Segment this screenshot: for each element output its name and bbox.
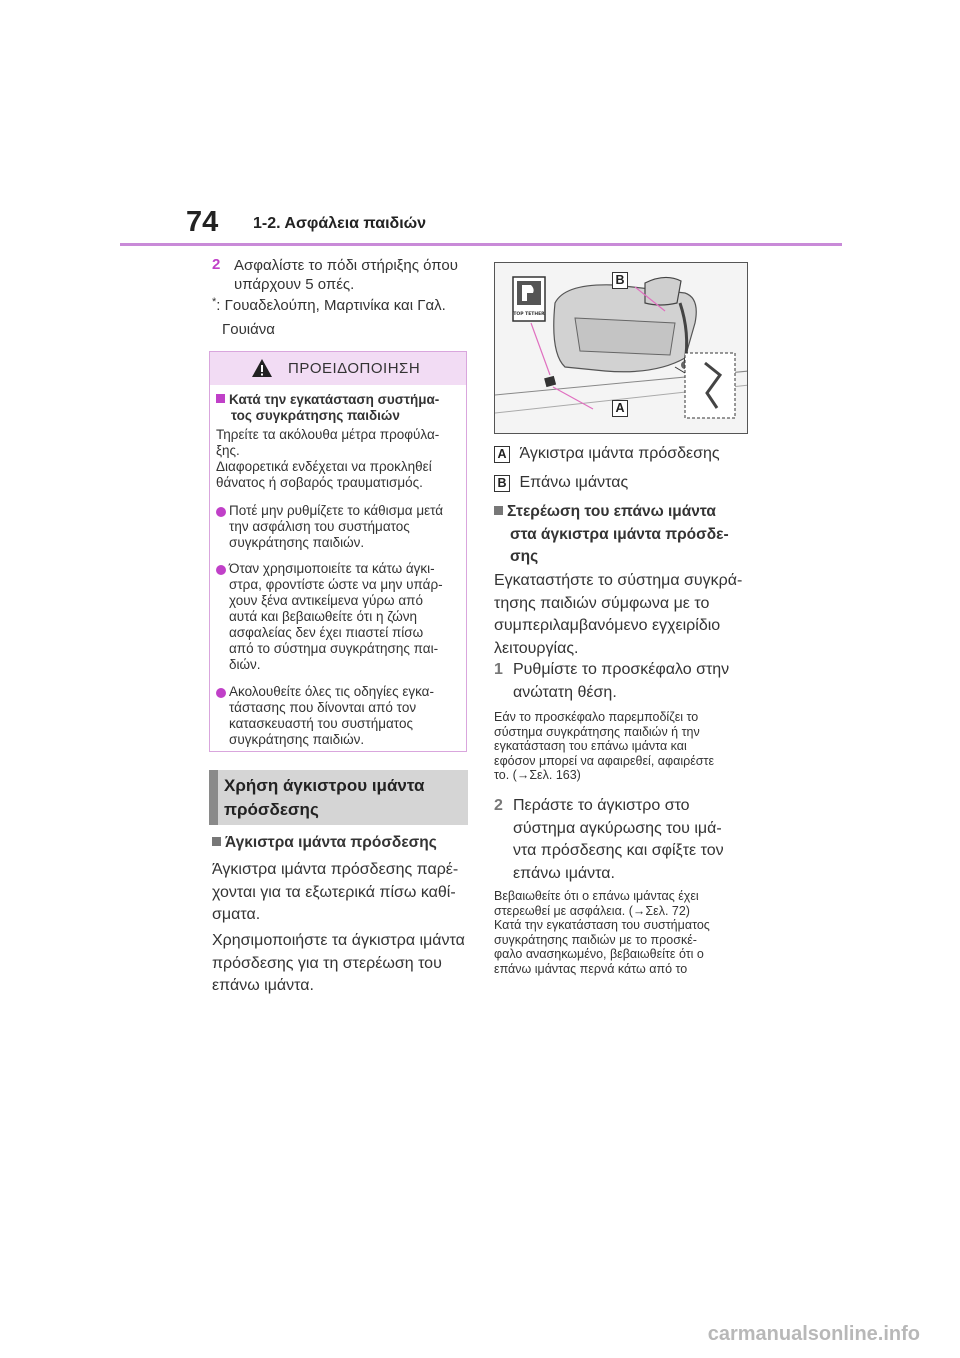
text-line: τος συγκράτησης παιδιών — [231, 408, 400, 423]
text-line: Στερέωση του επάνω ιμάντα — [507, 503, 716, 520]
text-line: Εγκαταστήστε το σύστημα συγκρά- — [494, 572, 743, 589]
step-number: 2 — [212, 256, 221, 273]
section-band-accent — [209, 770, 218, 825]
text-line: σματα. — [212, 906, 261, 923]
text-line: εφόσον μπορεί να αφαιρεθεί, αφαιρέστε — [494, 753, 715, 768]
text-line: διών. — [229, 657, 261, 672]
text-line: φαλο ανασηκωμένο, βεβαιωθείτε ότι ο — [494, 947, 704, 961]
text-line: ασφαλείας δεν έχει πιαστεί πίσω — [229, 625, 424, 640]
text-line: Χρήση άγκιστρου ιμάντα — [224, 776, 425, 795]
text-line: εγκατάσταση του επάνω ιμάντα και — [494, 739, 687, 753]
figure-label-a: A — [612, 400, 628, 417]
top-tether-badge-label: TOP TETHER — [513, 312, 545, 317]
legend-label: A — [494, 446, 510, 463]
paragraph — [494, 570, 742, 660]
legend-item-a — [494, 443, 720, 466]
legend-item-b — [494, 472, 628, 495]
bullet-dot-icon — [216, 507, 226, 517]
text-line: το. (→Σελ. 163) — [494, 768, 581, 782]
seat-tether-figure — [494, 262, 748, 434]
text-line: αυτά και βεβαιωθείτε ότι η ζώνη — [229, 609, 418, 624]
paragraph — [212, 930, 465, 998]
note — [494, 889, 710, 976]
text-line: Ακολουθείτε όλες τις οδηγίες εγκα- — [229, 684, 434, 699]
text-line: Ρυθμίστε το προσκέφαλο στην — [513, 661, 730, 678]
warning-bullet — [229, 684, 467, 748]
text-line: θάνατος ή σοβαρός τραυματισμός. — [216, 475, 423, 490]
text-line: υπάρχουν 5 οπές. — [234, 276, 355, 293]
watermark: carmanualsonline.info — [707, 1323, 920, 1345]
square-bullet-icon — [212, 837, 221, 846]
text-line: σύστημα συγκράτησης παιδιών ή την — [494, 724, 700, 739]
text-line: : Γουαδελούπη, Μαρτινίκα και Γαλ. — [216, 297, 446, 314]
text-line: Όταν χρησιμοποιείτε τα κάτω άγκι- — [229, 561, 435, 576]
text-line: Άγκιστρα ιμάντα πρόσδεσης — [225, 834, 437, 851]
footnote — [212, 296, 446, 339]
text-line: Γουιάνα — [222, 321, 275, 338]
warning-bullet — [229, 561, 467, 673]
step-text — [513, 795, 724, 885]
bullet-dot-icon — [216, 688, 226, 698]
text-line: επάνω ιμάντα. — [513, 864, 615, 882]
text-line: την ασφάλιση του συστήματος — [229, 519, 410, 534]
warning-bullet — [229, 503, 467, 551]
text-line: στρα, φροντίστε ώστε να μην υπάρ- — [229, 577, 443, 592]
text-line: συγκράτησης παιδιών. — [229, 535, 365, 550]
text-line: Χρησιμοποιήστε τα άγκιστρα ιμάντα — [212, 932, 465, 949]
warning-box — [209, 351, 467, 752]
text-line: από το σύστημα συγκράτησης παι- — [229, 641, 439, 656]
page-number: 74 — [186, 206, 219, 238]
text-line: επάνω ιμάντας περνά κάτω από το — [494, 961, 688, 976]
text-line: Ποτέ μην ρυθμίζετε το κάθισμα μετά — [229, 503, 444, 518]
text-line: Κατά την εγκατάσταση του συστήματος — [494, 918, 710, 932]
text-line: συγκράτησης παιδιών. — [229, 732, 365, 747]
text-line: συμπεριλαμβανόμενο εγχειρίδιο — [494, 617, 721, 634]
warning-heading — [216, 392, 464, 424]
header-rule — [120, 243, 842, 246]
text-line: Κατά την εγκατάσταση συστήμα- — [229, 392, 440, 407]
legend-text: Επάνω ιμάντας — [519, 474, 629, 491]
sub-heading — [212, 832, 437, 855]
text-line: λειτουργίας. — [494, 639, 579, 657]
text-line: συγκράτησης παιδιών με το προσκέ- — [494, 932, 697, 947]
text-line: Διαφορετικά ενδέχεται να προκληθεί — [216, 459, 432, 474]
text-line: Άγκιστρα ιμάντα πρόσδεσης παρέ- — [212, 861, 459, 878]
sub-heading — [494, 501, 729, 569]
text-line: τησης παιδιών σύμφωνα με το — [494, 594, 710, 612]
text-line: κατασκευαστή του συστήματος — [229, 716, 413, 731]
step-number: 2 — [494, 797, 503, 814]
footnote-star: * — [212, 296, 217, 308]
text-line: πρόσδεσης — [224, 800, 319, 819]
warning-title: ΠΡΟΕΙΔΟΠΟΙΗΣΗ — [288, 360, 421, 377]
step-text — [234, 256, 458, 294]
bullet-dot-icon — [216, 565, 226, 575]
text-line: χουν ξένα αντικείμενα γύρω από — [229, 593, 423, 608]
text-line: σύστημα αγκύρωσης του ιμά- — [513, 819, 722, 837]
text-line: Ασφαλίστε το πόδι στήριξης όπου — [234, 257, 458, 274]
text-line: ξης. — [216, 443, 240, 458]
note — [494, 710, 714, 783]
square-bullet-icon — [494, 506, 503, 515]
text-line: ντα πρόσδεσης και σφίξτε τον — [513, 842, 724, 859]
text-line: στα άγκιστρα ιμάντα πρόσδε- — [510, 525, 729, 543]
text-line: Εάν το προσκέφαλο παρεμποδίζει το — [494, 710, 699, 724]
square-bullet-icon — [216, 394, 225, 403]
text-line: Τηρείτε τα ακόλουθα μέτρα προφύλα- — [216, 427, 440, 442]
warning-intro — [216, 427, 466, 491]
legend-text: Άγκιστρα ιμάντα πρόσδεσης — [519, 445, 720, 462]
text-line: Περάστε το άγκιστρο στο — [513, 797, 690, 814]
text-line: σης — [510, 548, 539, 565]
paragraph — [212, 859, 458, 927]
text-line: Βεβαιωθείτε ότι ο επάνω ιμάντας έχει — [494, 889, 699, 903]
text-line: στερεωθεί με ασφάλεια. (→Σελ. 72) — [494, 903, 690, 918]
section-heading — [224, 774, 424, 822]
text-line: χονται για τα εξωτερικά πίσω καθί- — [212, 883, 456, 901]
text-line: πρόσδεσης για τη στερέωση του — [212, 954, 442, 972]
text-line: τάστασης που δίνονται από τον — [229, 700, 417, 715]
text-line: επάνω ιμάντα. — [212, 977, 314, 994]
figure-label-b: B — [612, 272, 628, 289]
legend-label: B — [494, 475, 510, 492]
section-title: 1-2. Ασφάλεια παιδιών — [253, 215, 427, 232]
warning-triangle-icon — [251, 358, 273, 378]
step-text — [513, 659, 729, 704]
text-line: ανώτατη θέση. — [513, 683, 617, 701]
step-number: 1 — [494, 661, 503, 678]
